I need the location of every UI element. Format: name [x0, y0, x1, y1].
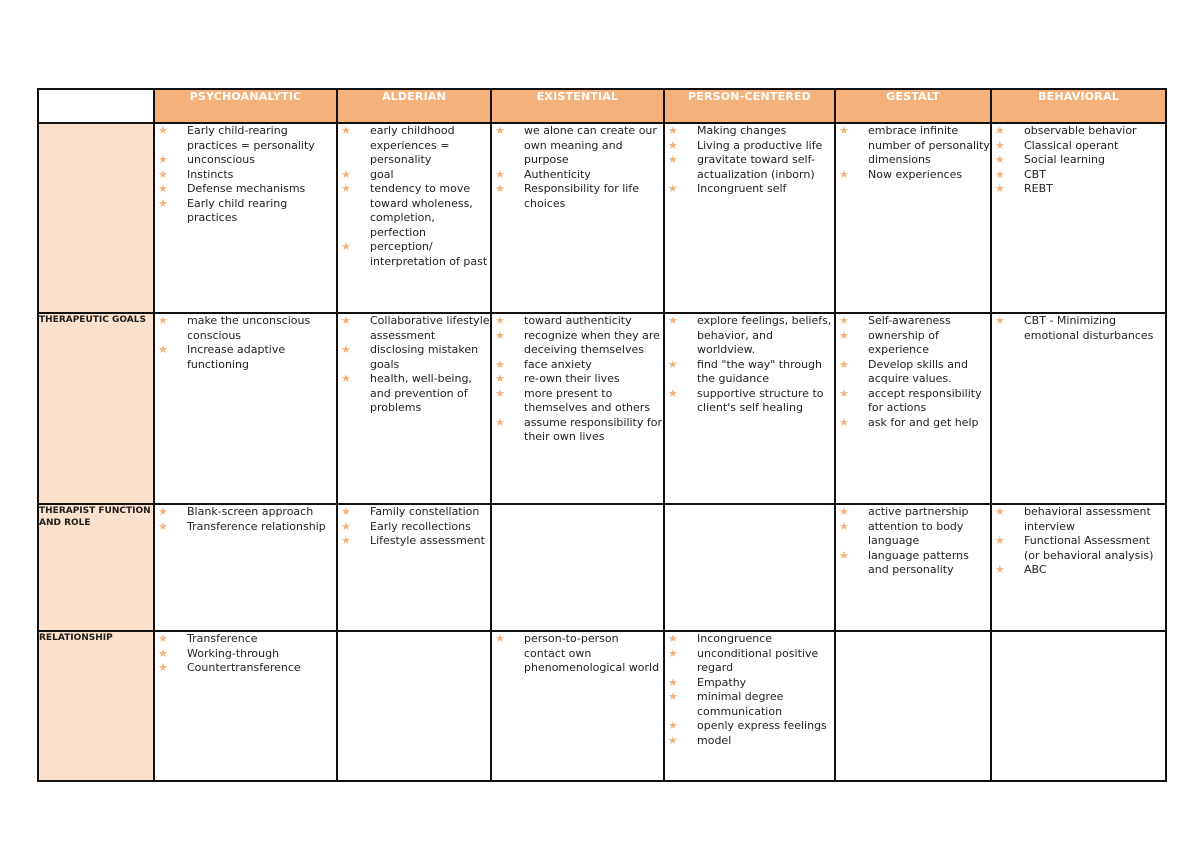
star-icon: ★: [158, 182, 168, 195]
list-item-text: gravitate toward self-actualization (inborn): [697, 153, 815, 181]
list-item: [836, 314, 990, 329]
star-icon: ★: [158, 505, 168, 518]
star-icon: ★: [341, 314, 351, 327]
list-item-text: language patterns and personality: [868, 548, 969, 576]
list-item-text: early childhood experiences = personality: [370, 124, 455, 166]
list-item-text: supportive structure to client's self healing: [697, 386, 824, 414]
table-row: [38, 504, 1166, 631]
list-item-text: CBT: [1024, 167, 1046, 181]
list-item-text: attention to body language: [868, 519, 964, 547]
list-item: [338, 505, 490, 520]
star-icon: ★: [341, 167, 351, 181]
table-row: [38, 123, 1166, 313]
list-item: [338, 372, 490, 416]
list-item: [492, 168, 663, 183]
list-item-text: ABC: [1024, 563, 1047, 576]
star-icon: ★: [668, 138, 678, 152]
list-item: [836, 549, 990, 578]
bullet-list: [836, 124, 990, 182]
list-item: [665, 690, 834, 719]
bullet-list: [492, 124, 663, 211]
cell-gestalt: [835, 123, 991, 313]
bullet-list: [992, 124, 1165, 197]
star-icon: ★: [839, 519, 849, 533]
cell-behavioral: [991, 313, 1166, 504]
list-item-text: Functional Assessment (or behavioral analysis): [1024, 534, 1154, 562]
list-item: [338, 534, 490, 549]
list-item-text: goal: [370, 167, 394, 181]
list-item-text: Incongruence: [697, 632, 772, 645]
cell-alderian: [337, 313, 491, 504]
list-item-text: Authenticity: [524, 167, 591, 181]
list-item-text: person-to-person contact own phenomenological world: [524, 632, 660, 674]
list-item: [836, 358, 990, 387]
list-item: [155, 124, 336, 153]
cell-psychoanalytic: [154, 631, 337, 781]
cell-existential: [491, 313, 664, 504]
list-item-text: Social learning: [1024, 153, 1105, 166]
star-icon: ★: [839, 167, 849, 181]
star-icon: ★: [668, 719, 678, 732]
bullet-list: [155, 505, 336, 534]
list-item: [338, 168, 490, 183]
bullet-list: [665, 314, 834, 416]
list-item: [492, 416, 663, 445]
list-item-text: more present to themselves and others: [524, 386, 651, 414]
star-icon: ★: [495, 386, 505, 400]
column-header-gestalt: GESTALT: [835, 89, 991, 123]
list-item: [665, 182, 834, 197]
list-item: [492, 358, 663, 373]
list-item: [992, 168, 1165, 183]
table-row: [38, 313, 1166, 504]
list-item-text: unconditional positive regard: [697, 646, 819, 674]
list-item-text: Responsibility for life choices: [524, 182, 639, 210]
star-icon: ★: [995, 153, 1005, 166]
star-icon: ★: [495, 182, 505, 195]
list-item: [665, 124, 834, 139]
star-icon: ★: [668, 675, 678, 689]
list-item: [338, 520, 490, 535]
star-icon: ★: [158, 124, 168, 137]
star-icon: ★: [495, 632, 505, 645]
star-icon: ★: [158, 646, 168, 660]
theory-comparison-table: [37, 88, 1167, 782]
cell-existential: [491, 123, 664, 313]
list-item-text: Making changes: [697, 124, 787, 137]
list-item-text: active partnership: [868, 505, 969, 518]
list-item: [665, 647, 834, 676]
star-icon: ★: [995, 314, 1005, 327]
column-header-existential: EXISTENTIAL: [491, 89, 664, 123]
list-item-text: Transference relationship: [187, 519, 326, 533]
list-item-text: Early child-rearing practices = personality: [187, 124, 315, 152]
list-item-text: disclosing mistaken goals: [370, 343, 479, 371]
star-icon: ★: [839, 415, 849, 429]
list-item-text: Working-through: [187, 646, 280, 660]
column-header-alderian: ALDERIAN: [337, 89, 491, 123]
list-item-text: Lifestyle assessment: [370, 534, 485, 547]
list-item: [665, 719, 834, 734]
cell-person-centered: [664, 504, 835, 631]
star-icon: ★: [158, 519, 168, 533]
cell-behavioral: [991, 631, 1166, 781]
list-item: [492, 387, 663, 416]
list-item-text: Family constellation: [370, 505, 480, 518]
cell-existential: [491, 631, 664, 781]
list-item-text: embrace infinite number of personality dimensions: [868, 124, 990, 166]
list-item: [992, 139, 1165, 154]
list-item-text: unconscious: [187, 153, 255, 166]
star-icon: ★: [668, 386, 678, 400]
corner-cell: [38, 89, 154, 123]
star-icon: ★: [495, 314, 505, 327]
star-icon: ★: [495, 357, 505, 371]
star-icon: ★: [341, 124, 351, 137]
list-item-text: openly express feelings: [697, 719, 827, 732]
star-icon: ★: [668, 690, 678, 703]
list-item: [338, 343, 490, 372]
cell-existential: [491, 504, 664, 631]
list-item-text: observable behavior: [1024, 124, 1137, 137]
bullet-list: [492, 314, 663, 445]
list-item: [155, 168, 336, 183]
list-item-text: Blank-screen approach: [187, 505, 314, 518]
list-item-text: Empathy: [697, 675, 747, 689]
header-row: [38, 89, 1166, 123]
cell-behavioral: [991, 504, 1166, 631]
star-icon: ★: [158, 167, 168, 181]
star-icon: ★: [668, 182, 678, 195]
bullet-list: [836, 314, 990, 430]
list-item: [155, 505, 336, 520]
star-icon: ★: [158, 314, 168, 327]
list-item-text: Defense mechanisms: [187, 182, 306, 195]
bullet-list: [155, 314, 336, 372]
star-icon: ★: [995, 124, 1005, 137]
list-item-text: Classical operant: [1024, 138, 1119, 152]
list-item: [155, 632, 336, 647]
list-item-text: toward authenticity: [524, 314, 632, 327]
star-icon: ★: [158, 661, 168, 674]
bullet-list: [992, 505, 1165, 578]
column-header-person-centered: PERSON-CENTERED: [664, 89, 835, 123]
star-icon: ★: [668, 357, 678, 371]
list-item: [992, 314, 1165, 343]
list-item: [338, 182, 490, 240]
row-header: [38, 123, 154, 313]
cell-psychoanalytic: [154, 504, 337, 631]
star-icon: ★: [839, 357, 849, 371]
star-icon: ★: [839, 328, 849, 342]
list-item: [155, 182, 336, 197]
cell-person-centered: [664, 123, 835, 313]
star-icon: ★: [341, 519, 351, 533]
bullet-list: [665, 632, 834, 748]
list-item-text: we alone can create our own meaning and purpose: [524, 124, 657, 166]
list-item: [492, 372, 663, 387]
list-item: [836, 387, 990, 416]
list-item: [155, 153, 336, 168]
star-icon: ★: [995, 167, 1005, 181]
bullet-list: [338, 505, 490, 549]
list-item: [665, 139, 834, 154]
star-icon: ★: [158, 343, 168, 356]
list-item: [836, 329, 990, 358]
list-item: [992, 505, 1165, 534]
star-icon: ★: [839, 386, 849, 400]
list-item-text: behavioral assessment interview: [1024, 505, 1151, 533]
bullet-list: [492, 632, 663, 676]
list-item: [992, 182, 1165, 197]
list-item: [665, 314, 834, 358]
star-icon: ★: [668, 632, 678, 645]
row-header: THERAPEUTIC GOALS: [38, 313, 154, 504]
bullet-list: [836, 505, 990, 578]
list-item-text: ask for and get help: [868, 415, 979, 429]
star-icon: ★: [995, 534, 1005, 547]
list-item: [155, 343, 336, 372]
star-icon: ★: [839, 505, 849, 518]
star-icon: ★: [495, 167, 505, 181]
list-item-text: assume responsibility for their own lives: [524, 415, 662, 443]
list-item: [836, 416, 990, 431]
star-icon: ★: [668, 733, 678, 747]
star-icon: ★: [839, 314, 849, 327]
list-item: [492, 632, 663, 676]
cell-person-centered: [664, 631, 835, 781]
list-item-text: Living a productive life: [697, 138, 823, 152]
list-item: [992, 563, 1165, 578]
star-icon: ★: [995, 138, 1005, 152]
list-item: [665, 676, 834, 691]
bullet-list: [155, 124, 336, 226]
list-item-text: Early child rearing practices: [187, 196, 288, 224]
list-item-text: minimal degree communication: [697, 690, 784, 718]
star-icon: ★: [341, 372, 351, 385]
star-icon: ★: [341, 343, 351, 356]
list-item: [155, 647, 336, 662]
row-header: THERAPIST FUNCTION AND ROLE: [38, 504, 154, 631]
list-item: [155, 314, 336, 343]
star-icon: ★: [495, 328, 505, 342]
list-item: [338, 240, 490, 269]
cell-gestalt: [835, 504, 991, 631]
star-icon: ★: [839, 124, 849, 137]
cell-gestalt: [835, 631, 991, 781]
list-item-text: perception/ interpretation of past: [370, 240, 488, 268]
list-item: [665, 153, 834, 182]
star-icon: ★: [995, 563, 1005, 576]
list-item: [492, 124, 663, 168]
star-icon: ★: [668, 153, 678, 166]
star-icon: ★: [158, 153, 168, 166]
list-item: [665, 734, 834, 749]
bullet-list: [992, 314, 1165, 343]
list-item-text: Transference: [187, 632, 258, 645]
star-icon: ★: [995, 182, 1005, 195]
list-item-text: Now experiences: [868, 167, 963, 181]
cell-alderian: [337, 504, 491, 631]
table-row: [38, 631, 1166, 781]
list-item: [665, 632, 834, 647]
list-item-text: health, well-being, and prevention of problems: [370, 372, 472, 414]
star-icon: ★: [341, 505, 351, 518]
list-item-text: ownership of experience: [868, 328, 939, 356]
cell-psychoanalytic: [154, 123, 337, 313]
list-item-text: Instincts: [187, 167, 234, 181]
star-icon: ★: [839, 548, 849, 562]
list-item-text: CBT - Minimizing emotional disturbances: [1024, 314, 1154, 342]
list-item: [155, 520, 336, 535]
list-item: [155, 197, 336, 226]
star-icon: ★: [341, 182, 351, 195]
bullet-list: [338, 314, 490, 416]
list-item-text: tendency to move toward wholeness, completion, perfection: [370, 182, 473, 239]
list-item: [836, 520, 990, 549]
star-icon: ★: [495, 372, 505, 385]
list-item-text: Collaborative lifestyle assessment: [370, 314, 490, 342]
list-item-text: Increase adaptive functioning: [187, 343, 286, 371]
star-icon: ★: [668, 314, 678, 327]
cell-psychoanalytic: [154, 313, 337, 504]
list-item-text: Early recollections: [370, 519, 471, 533]
bullet-list: [338, 124, 490, 269]
list-item: [492, 329, 663, 358]
row-header: RELATIONSHIP: [38, 631, 154, 781]
star-icon: ★: [668, 124, 678, 137]
cell-gestalt: [835, 313, 991, 504]
star-icon: ★: [668, 646, 678, 660]
list-item: [992, 124, 1165, 139]
star-icon: ★: [158, 196, 168, 210]
star-icon: ★: [995, 505, 1005, 518]
list-item: [836, 124, 990, 168]
list-item-text: re-own their lives: [524, 372, 620, 385]
list-item-text: accept responsibility for actions: [868, 386, 982, 414]
list-item-text: Incongruent self: [697, 182, 787, 195]
list-item: [155, 661, 336, 676]
star-icon: ★: [158, 632, 168, 645]
cell-person-centered: [664, 313, 835, 504]
list-item-text: model: [697, 733, 732, 747]
star-icon: ★: [341, 240, 351, 253]
list-item-text: explore feelings, beliefs, behavior, and worldview.: [697, 314, 832, 356]
list-item: [492, 182, 663, 211]
star-icon: ★: [495, 124, 505, 137]
star-icon: ★: [495, 415, 505, 429]
list-item-text: face anxiety: [524, 357, 592, 371]
star-icon: ★: [341, 534, 351, 547]
cell-alderian: [337, 631, 491, 781]
column-header-psychoanalytic: PSYCHOANALYTIC: [154, 89, 337, 123]
bullet-list: [155, 632, 336, 676]
list-item: [836, 505, 990, 520]
list-item-text: REBT: [1024, 182, 1053, 195]
list-item: [665, 387, 834, 416]
list-item: [836, 168, 990, 183]
cell-behavioral: [991, 123, 1166, 313]
list-item: [492, 314, 663, 329]
bullet-list: [665, 124, 834, 197]
list-item: [665, 358, 834, 387]
list-item-text: make the unconscious conscious: [187, 314, 311, 342]
list-item: [338, 314, 490, 343]
column-header-behavioral: BEHAVIORAL: [991, 89, 1166, 123]
list-item-text: Self-awareness: [868, 314, 951, 327]
list-item-text: recognize when they are deceiving themselves: [524, 328, 660, 356]
list-item: [992, 153, 1165, 168]
list-item-text: find "the way" through the guidance: [697, 357, 823, 385]
cell-alderian: [337, 123, 491, 313]
list-item: [338, 124, 490, 168]
list-item-text: Countertransference: [187, 661, 301, 674]
list-item-text: Develop skills and acquire values.: [868, 357, 968, 385]
list-item: [992, 534, 1165, 563]
